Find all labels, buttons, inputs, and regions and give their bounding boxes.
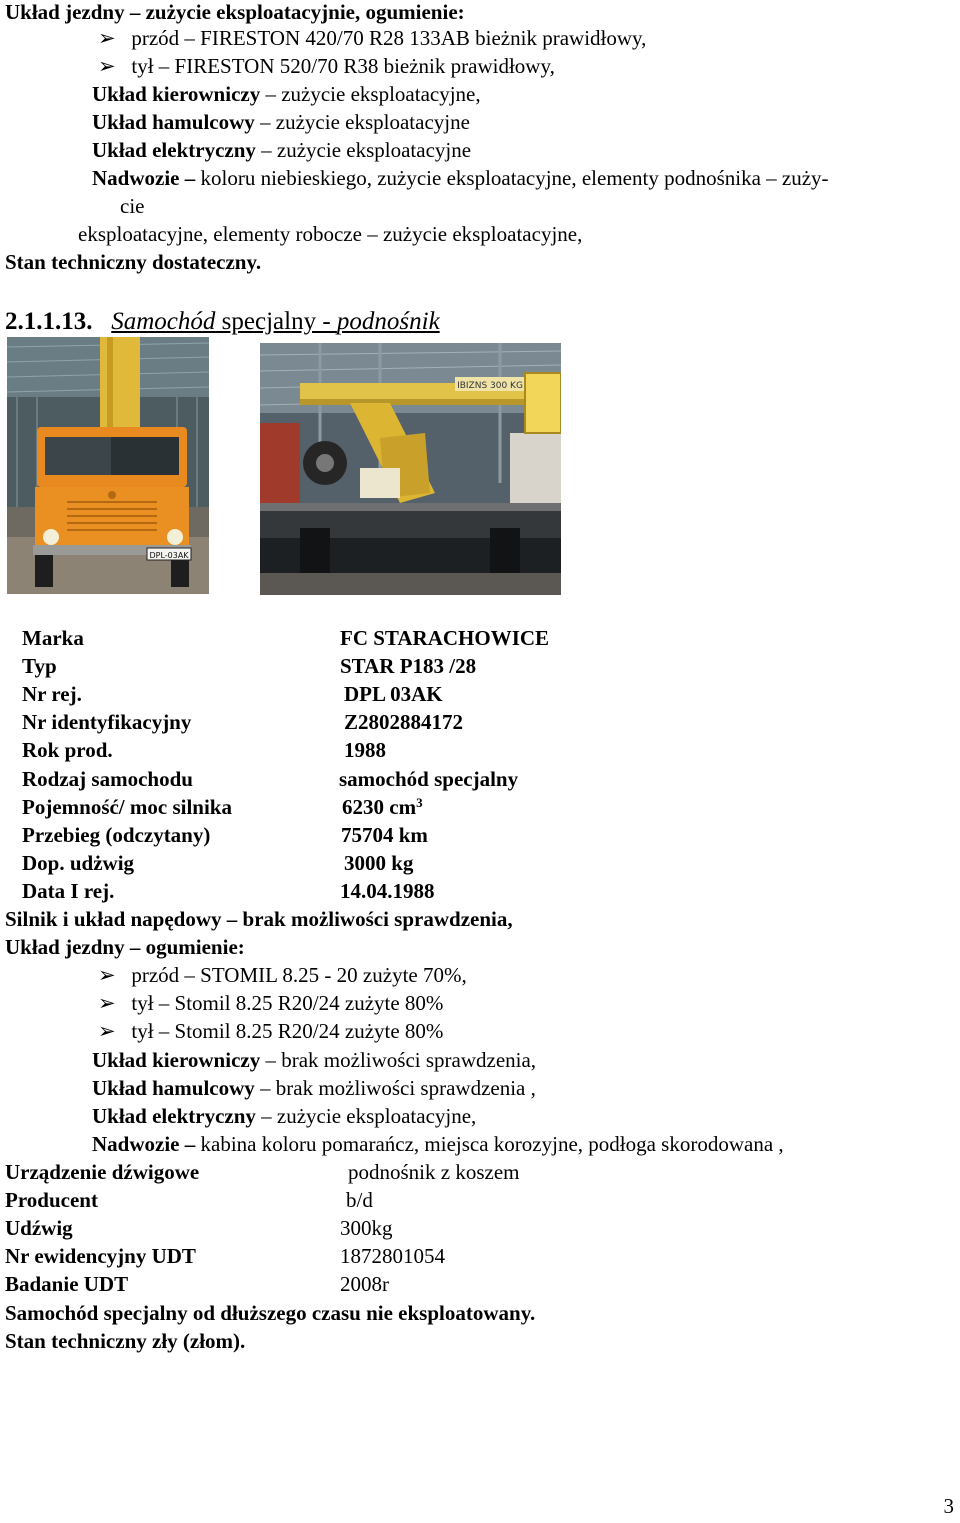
body-cont2: eksploatacyjne, elementy robocze – zużycie eksploatacyjne, (78, 222, 583, 246)
spec-value-udzwig: 3000 kg (344, 851, 414, 875)
brakes2-label: Układ hamulcowy (92, 1076, 255, 1100)
body2-label: Nadwozie – (92, 1132, 196, 1156)
steering-line (92, 80, 481, 108)
heading-title-part3: podnośnik (336, 308, 440, 335)
udt-value-capacity: 300kg (340, 1216, 393, 1240)
tire2-front-item (98, 961, 467, 989)
spec-value-nr-rej: DPL 03AK (344, 682, 443, 706)
tire-front-item (98, 24, 646, 52)
steering-label: Układ kierowniczy (92, 82, 261, 106)
electrical2-label: Układ elektryczny (92, 1104, 256, 1128)
spec-label-pojemnosc: Pojemność/ moc silnika (22, 795, 232, 819)
lift-platform-photo (260, 343, 561, 595)
section1-uklad-jezdny: Układ jezdny – zużycie eksploatacyjnie, ogumienie: (5, 0, 465, 24)
udt-value-producer: b/d (346, 1188, 373, 1212)
udt-label-producer: Producent (5, 1188, 98, 1212)
arrow-bullet-icon: ➢ (98, 991, 116, 1015)
body2-line (92, 1130, 784, 1158)
closing-line-2: Stan techniczny zły (złom). (5, 1329, 246, 1353)
heading-number: 2.1.1.13. (5, 308, 93, 335)
steering-text: – zużycie eksploatacyjne, (260, 82, 481, 106)
steering2-label: Układ kierowniczy (92, 1048, 261, 1072)
spec-label-rok: Rok prod. (22, 738, 113, 762)
license-plate-text: DPL-03AK (149, 551, 189, 560)
body2-text: kabina koloru pomarańcz, miejsca korozyjne, podłoga skorodowana , (195, 1132, 784, 1156)
udt-label-capacity: Udźwig (5, 1216, 73, 1240)
spec-value-marka: FC STARACHOWICE (340, 626, 550, 650)
electrical-line (92, 136, 471, 164)
body-line (92, 164, 829, 192)
spec-label-udzwig: Dop. udżwig (22, 851, 135, 875)
electrical-text: – zużycie eksploatacyjne (255, 138, 472, 162)
truck-front-illustration (7, 337, 209, 594)
arrow-bullet-icon: ➢ (98, 26, 116, 50)
closing-line-1: Samochód specjalny od dłuższego czasu nie eksploatowany. (5, 1301, 536, 1325)
section2-uklad-jezdny: Układ jezdny – ogumienie: (5, 935, 245, 959)
tire2-rear2-text: tył – Stomil 8.25 R20/24 zużyte 80% (131, 1019, 444, 1043)
spec-value-rok: 1988 (344, 738, 386, 762)
spec-label-nr-id: Nr identyfikacyjny (22, 710, 192, 734)
udt-label-device: Urządzenie dźwigowe (5, 1160, 200, 1184)
body-label: Nadwozie – (92, 166, 196, 190)
section-heading (5, 306, 440, 338)
electrical-label: Układ elektryczny (92, 138, 256, 162)
lift-platform-illustration (260, 343, 561, 595)
heading-title-part2: specjalny - (215, 308, 337, 335)
udt-value-reg-number: 1872801054 (340, 1244, 445, 1268)
tire-rear-item (98, 52, 555, 80)
brakes-line (92, 108, 470, 136)
spec-label-nr-rej: Nr rej. (22, 682, 82, 706)
spec-value-przebieg: 75704 km (341, 823, 428, 847)
heading-title (111, 308, 439, 335)
tire2-front-text: przód – STOMIL 8.25 - 20 zużyte 70%, (131, 963, 467, 987)
body-text: koloru niebieskiego, zużycie eksploatacyjne, elementy podnośnika – zuży- (195, 166, 829, 190)
spec-value-pojemnosc (342, 793, 423, 821)
udt-label-inspection: Badanie UDT (5, 1272, 129, 1296)
spec-label-typ: Typ (22, 654, 57, 678)
udt-value-inspection: 2008r (340, 1272, 389, 1296)
spec-value-typ: STAR P183 /28 (340, 654, 477, 678)
arrow-bullet-icon: ➢ (98, 54, 116, 78)
body-cont1: cie (120, 194, 145, 218)
spec-label-data-rej: Data I rej. (22, 879, 115, 903)
tire2-rear2-item (98, 1017, 443, 1045)
tire2-rear1-text: tył – Stomil 8.25 R20/24 zużyte 80% (131, 991, 444, 1015)
capacity-value: 6230 cm (342, 795, 417, 819)
spec-label-przebieg: Przebieg (odczytany) (22, 823, 211, 847)
brakes-label: Układ hamulcowy (92, 110, 255, 134)
udt-label-reg-number: Nr ewidencyjny UDT (5, 1244, 196, 1268)
engine-line: Silnik i układ napędowy – brak możliwości sprawdzenia, (5, 907, 513, 931)
truck-front-photo (7, 337, 209, 594)
steering2-line (92, 1046, 536, 1074)
spec-value-nr-id: Z2802884172 (344, 710, 464, 734)
steering2-text: – brak możliwości sprawdzenia, (260, 1048, 537, 1072)
spec-label-marka: Marka (22, 626, 84, 650)
brakes-text: – zużycie eksploatacyjne (254, 110, 470, 134)
tire2-rear1-item (98, 989, 443, 1017)
capacity-exponent: 3 (416, 795, 423, 810)
brakes2-line (92, 1074, 536, 1102)
spec-value-rodzaj: samochód specjalny (339, 767, 519, 791)
heading-title-part1: Samochód (111, 308, 216, 335)
electrical2-line (92, 1102, 476, 1130)
electrical2-text: – zużycie eksploatacyjne, (255, 1104, 477, 1128)
spec-value-data-rej: 14.04.1988 (340, 879, 435, 903)
arrow-bullet-icon: ➢ (98, 1019, 116, 1043)
tire-rear-text: tył – FIRESTON 520/70 R38 bieżnik prawidłowy, (131, 54, 555, 78)
page-number: 3 (943, 1494, 954, 1518)
brakes2-text: – brak możliwości sprawdzenia , (254, 1076, 536, 1100)
tire-front-text: przód – FIRESTON 420/70 R28 133AB bieżnik prawidłowy, (131, 26, 647, 50)
udt-value-device: podnośnik z koszem (348, 1160, 520, 1184)
condition-text: Stan techniczny dostateczny. (5, 250, 262, 274)
arrow-bullet-icon: ➢ (98, 963, 116, 987)
spec-label-rodzaj: Rodzaj samochodu (22, 767, 193, 791)
boom-label-text: IBIZNS 300 KG (457, 381, 523, 391)
